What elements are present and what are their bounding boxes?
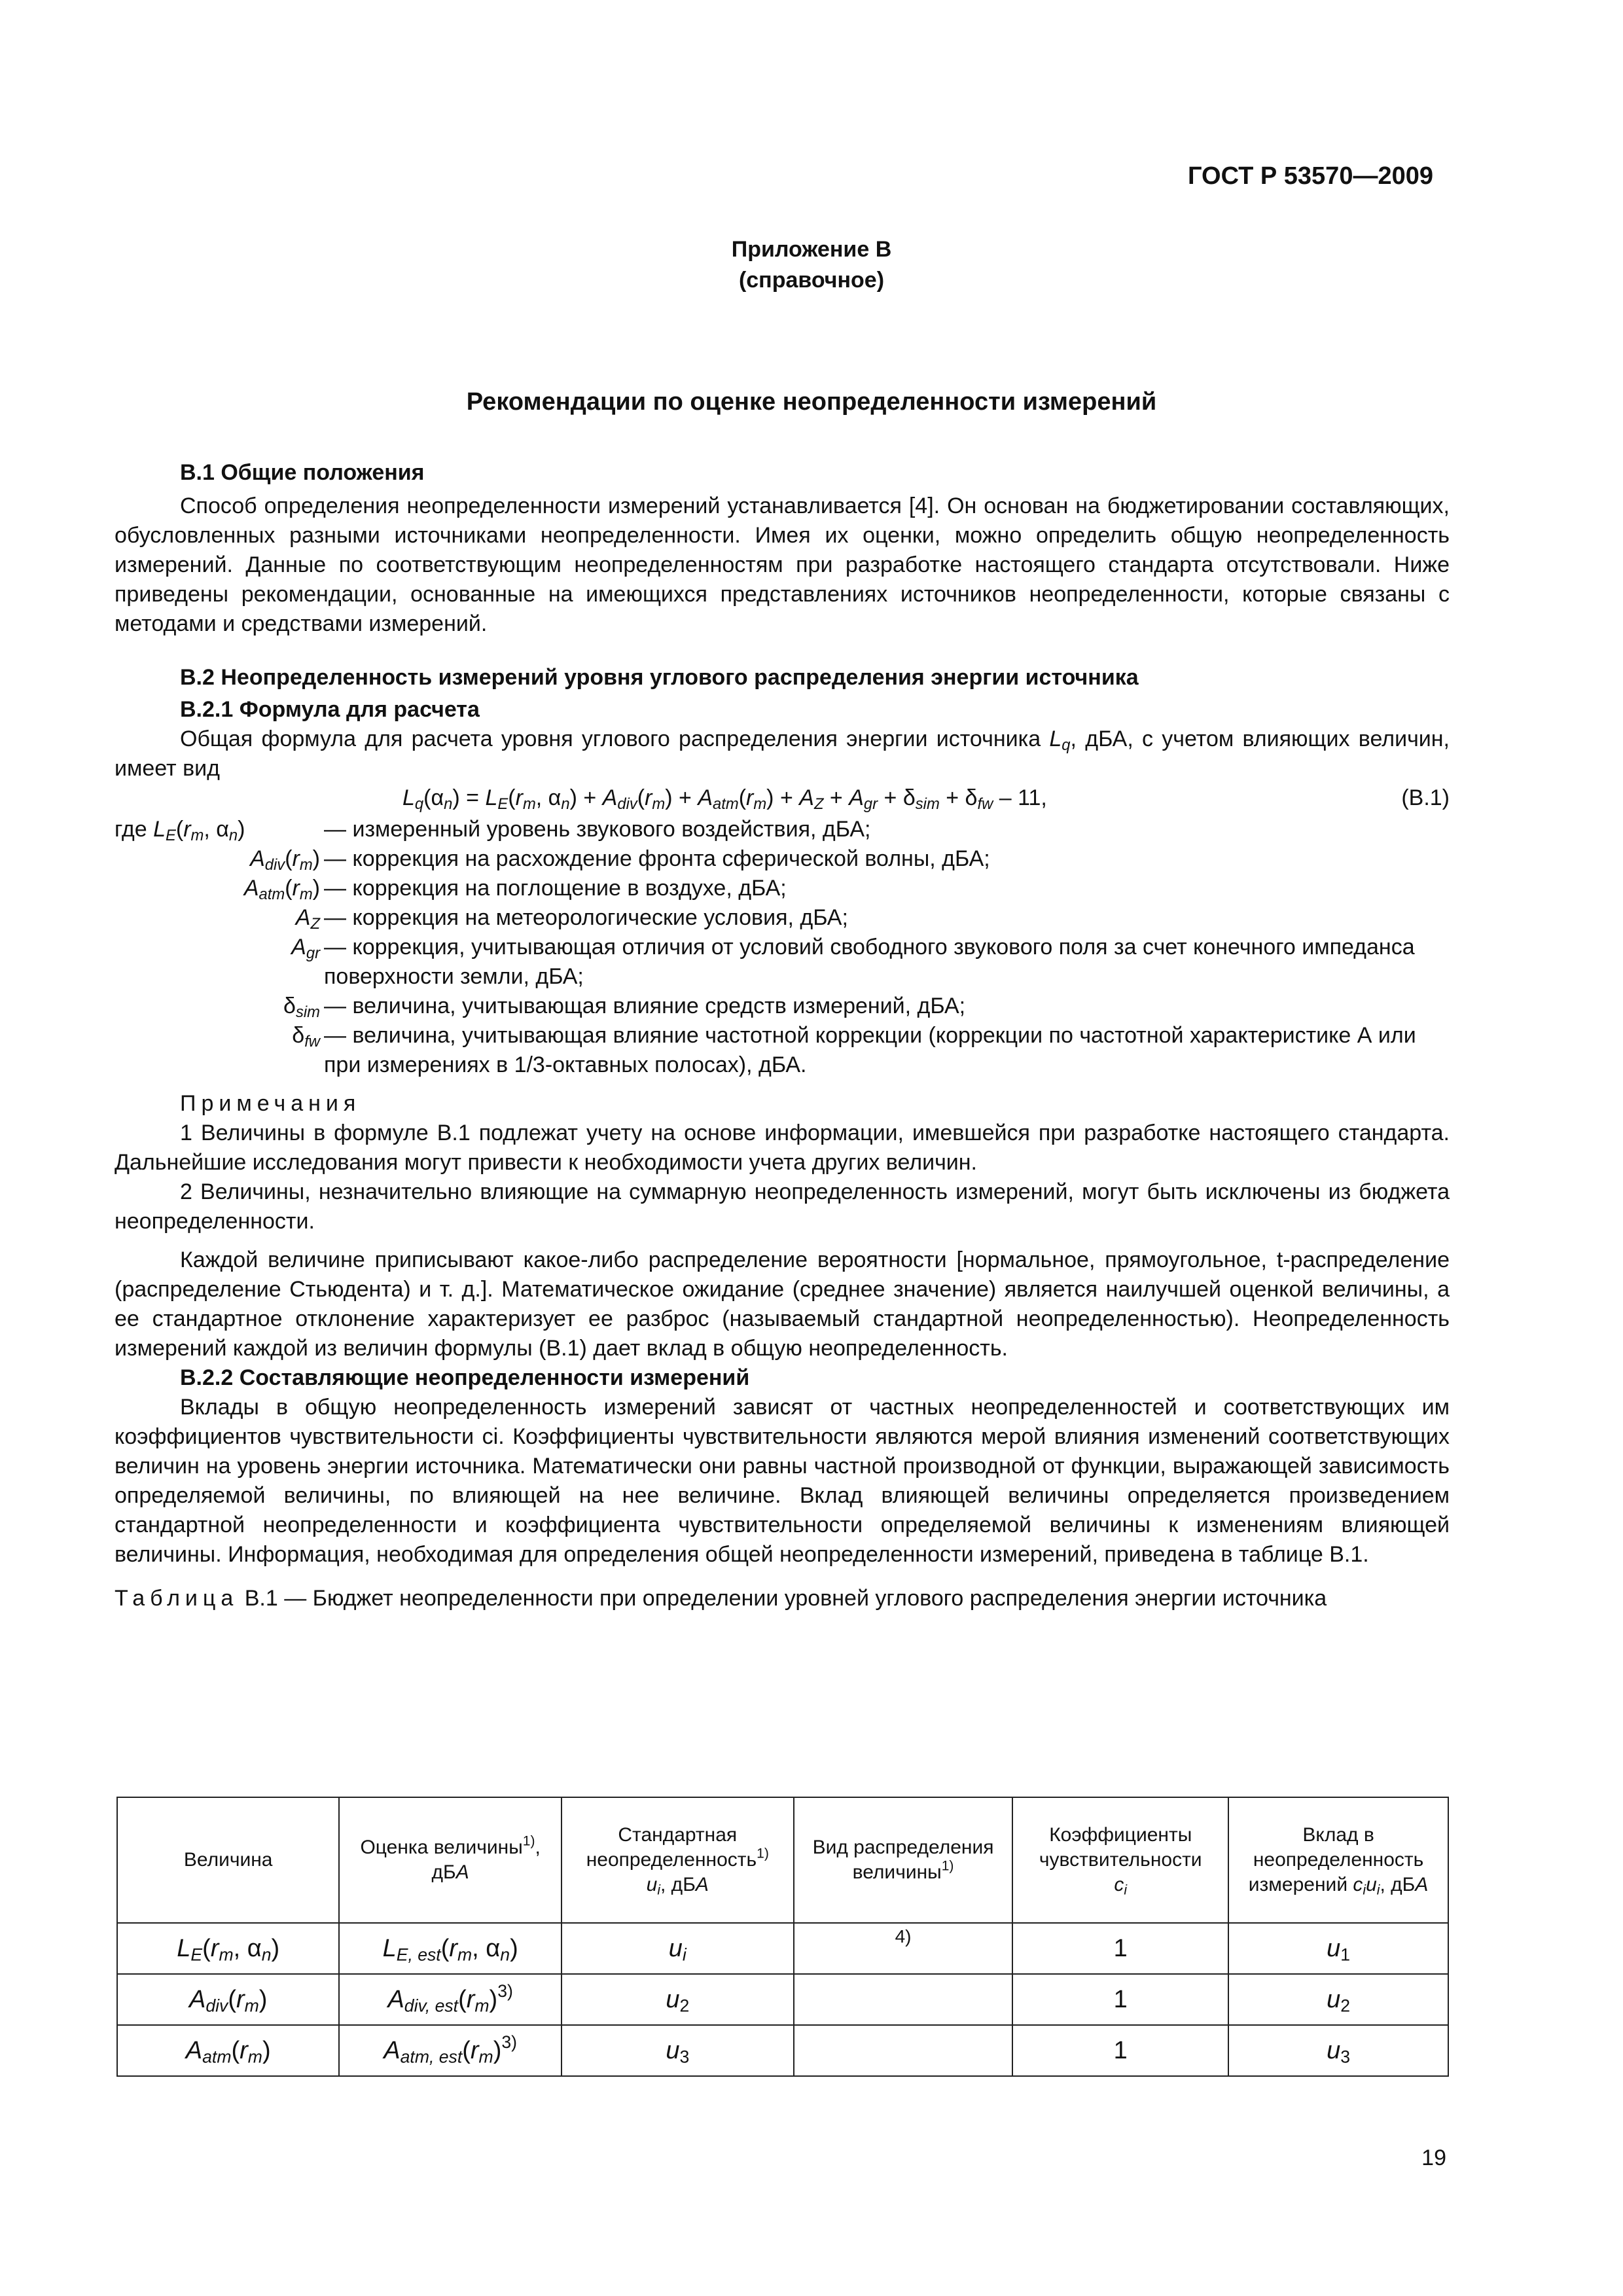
table-row: $A_{atm}(r_m)$ $A_{atm, est}(r_m)^{3)}$ $u_3$ 1 $u_3$: [117, 2025, 1448, 2076]
annex-label: [121, 234, 1502, 296]
section-b1-heading: В.1 Общие положения: [180, 460, 425, 485]
definition-item: где $L_E(r_m$, $\alpha_n$) — измеренный уровень звукового воздействия, дБА;: [115, 817, 871, 844]
column-header: Вклад в неопределенность измерений $c_iu_i$, дБA: [1228, 1797, 1448, 1923]
formula-intro: Общая формула для расчета уровня углового распределения энергии источника $L_q$, дБА, с учетом влияющих величин, имеет вид: [115, 726, 1450, 781]
definition-item: $A_{div}(r_m)$ — коррекция на расхождение фронта сферической волны, дБА;: [250, 846, 990, 874]
formula-b1: [115, 783, 1450, 815]
formula-number: (В.1): [1401, 785, 1450, 810]
uncertainty-budget-table: [116, 1797, 1449, 2077]
contributions-paragraph: Вклады в общую неопределенность измерений зависят от частных неопределенностей и соответствующих им коэффициентов чувствительности ci. Коэффициенты чувствительности являются мерой влияния изменений соответствующих величин на уровень энергии источника. Математически они равны частной производной от функции, выражающей зависимость определяемой величины, по влияющей на нее величине. Вклад влияющей величины определяется произведением стандартной неопределенности и коэффициента чувствительности определяемой величины к изменениям влияющей величины. Информация, необходимая для определения общей неопределенности измерений, приведена в таблице В.1.: [115, 1395, 1450, 1567]
page-number: 19: [1421, 2145, 1446, 2170]
table-header-row: [117, 1797, 1448, 1923]
definition-item: $A_{atm}(r_m)$ — коррекция на поглощение в воздухе, дБА;: [243, 876, 787, 903]
section-b1-paragraph: Способ определения неопределенности измерений устанавливается [4]. Он основан на бюджетировании составляющих, обусловленных разными источниками неопределенности. Имея их оценки, можно определить общую неопределенность измерений. Данные по соответствующим неопределенностям при разработке настоящего стандарта отсутствовали. Ниже приведены рекомендации, основанные на имеющихся представлениях источников неопределенности, которые связаны с методами и средствами измерений.: [115, 493, 1450, 636]
table-row: $L_E(r_m$, $\alpha_n$) $L_{E, est}(r_m$, $\alpha_n$) $u_i$ 4) 1 $u_1$: [117, 1923, 1448, 1974]
section-b22-heading: В.2.2 Составляющие неопределенности измерений: [180, 1365, 750, 1390]
formula-definitions: [115, 815, 1450, 1080]
formula-expression: $L_q(\alpha_n) = L_E(r_m$, $\alpha_n) + A_{div}(r_m) + A_{atm}(r_m) + A_Z + A_{gr} + \delta_{sim} + \delta_{fw} - 11$,: [402, 785, 1047, 813]
column-header: Оценка величины$^{1)}$, дБA: [339, 1797, 561, 1923]
section-b2: [115, 663, 1450, 1613]
document-id: ГОСТ Р 53570—2009: [1188, 162, 1433, 190]
column-header: Вид распределения величины$^{1)}$: [794, 1797, 1013, 1923]
annex-title: Приложение В: [731, 237, 892, 262]
column-header: Стандартная неопределенность$^{1)}$ $u_i$, дБA: [562, 1797, 794, 1923]
note-1: 1 Величины в формуле В.1 подлежат учету на основе информации, имевшейся при разработке настоящего стандарта. Дальнейшие исследования могут привести к необходимости учета других величин.: [115, 1121, 1450, 1175]
column-header: Коэффициенты чувствительности $c_i$: [1012, 1797, 1228, 1923]
where-label: где: [115, 817, 147, 842]
section-b21-heading: В.2.1 Формула для расчета: [180, 697, 480, 722]
definition-item: $A_{gr}$ — коррекция, учитывающая отличия от условий свободного звукового поля за счет конечного импеданса поверхности земли, дБА;: [291, 935, 1415, 989]
table-caption: Таблица В.1 — Бюджет неопределенности при определении уровней углового распределения энергии источника: [115, 1586, 1327, 1611]
section-b1: [115, 458, 1450, 639]
note-2: 2 Величины, незначительно влияющие на суммарную неопределенность измерений, могут быть исключены из бюджета неопределенности.: [115, 1179, 1450, 1234]
table-row: $A_{div}(r_m)$ $A_{div, est}(r_m)^{3)}$ $u_2$ 1 $u_2$: [117, 1974, 1448, 2025]
column-header: Величина: [117, 1797, 339, 1923]
appendix-title: Рекомендации по оценке неопределенности измерений: [466, 388, 1157, 416]
annex-type: (справочное): [738, 268, 885, 293]
section-b2-heading: В.2 Неопределенность измерений уровня углового распределения энергии источника: [180, 665, 1139, 690]
notes-heading: Примечания: [180, 1091, 361, 1116]
definition-item: $A_Z$ — коррекция на метеорологические условия, дБА;: [295, 905, 848, 933]
distribution-paragraph: Каждой величине приписывают какое-либо распределение вероятности [нормальное, прямоугольное, t-распределение (распределение Стьюдента) и т. д.]. Математическое ожидание (среднее значение) является наилучшей оценкой величины, а ее стандартное отклонение характеризует ее разброс (называемый стандартной неопределенностью). Неопределенность измерений каждой из величин формулы (В.1) дает вклад в общую неопределенность.: [115, 1247, 1450, 1361]
definition-item: $\delta_{fw}$ — величина, учитывающая влияние частотной коррекции (коррекции по частотной характеристике А или при измерениях в 1/3-октавных полосах), дБА.: [292, 1023, 1416, 1077]
definition-item: $\delta_{sim}$ — величина, учитывающая влияние средств измерений, дБА;: [283, 994, 966, 1021]
